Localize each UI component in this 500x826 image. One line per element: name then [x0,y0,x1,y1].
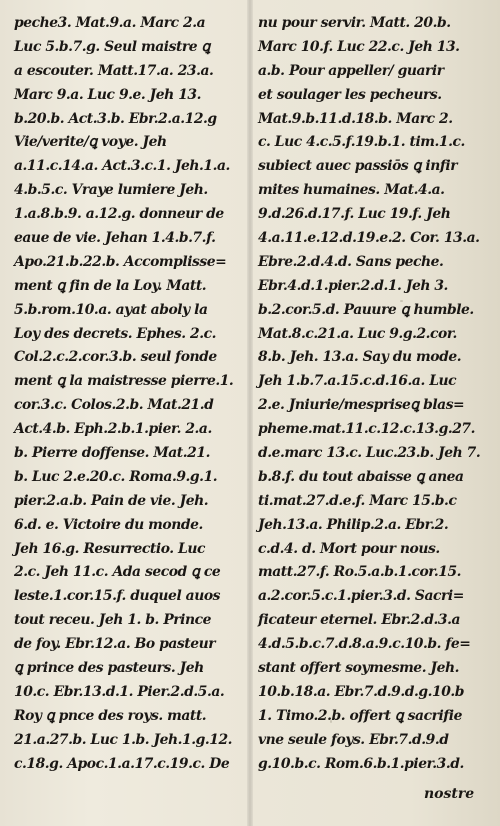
paper-speck [60,140,62,142]
text-line: Jeh 1.b.7.a.15.c.d.16.a. Luc [258,373,457,390]
text-line: Jeh 16.g. Resurrectio. Luc [14,540,206,557]
text-line: 2.c. Jeh 11.c. Ada secod ꝗ ce [14,564,221,581]
text-line: Jeh.13.a. Philip.2.a. Ebr.2. [258,516,449,533]
text-line: 21.a.27.b. Luc 1.b. Jeh.1.g.12. [14,731,233,748]
text-line: tout receu. Jeh 1. b. Prince [14,612,212,629]
text-line: eaue de vie. Jehan 1.4.b.7.f. [14,230,216,247]
text-line: et soulager les pecheurs. [258,86,442,103]
text-line: cor.3.c. Colos.2.b. Mat.21.d [14,397,214,414]
text-line: peche3. Mat.9.a. Marc 2.a [14,15,206,31]
text-line: 1. Timo.2.b. offert ꝗ sacrifie [258,707,463,724]
text-line: c.d.4. d. Mort pour nous. [258,540,440,557]
paper-speck [330,720,332,723]
text-line: ꝗ prince des pasteurs. Jeh [14,660,204,677]
text-line: pheme.mat.11.c.12.c.13.g.27. [258,421,476,438]
text-line: ment ꝗ fin de la Loy. Matt. [14,277,207,294]
text-line: vne seule foys. Ebr.7.d.9.d [258,731,449,748]
text-line: 8.b. Jeh. 13.a. Say du mode. [258,349,462,366]
text-line: 6.d. e. Victoire du monde. [14,516,203,533]
text-line: b. Luc 2.e.20.c. Roma.9.g.1. [14,468,218,485]
paper-speck [400,300,403,302]
text-line: a.2.cor.5.c.1.pier.3.d. Sacri= [258,588,464,605]
text-line: d.e.marc 13.c. Luc.23.b. Jeh 7. [258,445,481,462]
text-line: Marc 10.f. Luc 22.c. Jeh 13. [258,38,460,55]
text-line: 4.b.5.c. Vraye lumiere Jeh. [14,182,208,199]
text-line: Mat.8.c.21.a. Luc 9.g.2.cor. [258,325,457,342]
text-line: 4.a.11.e.12.d.19.e.2. Cor. 13.a. [258,230,480,247]
text-line: c.18.g. Apoc.1.a.17.c.19.c. De [14,755,230,772]
text-line: matt.27.f. Ro.5.a.b.1.cor.15. [258,564,462,581]
column-gutter [247,0,253,826]
text-line: b. Pierre doffense. Mat.21. [14,445,210,462]
text-line: 1.a.8.b.9. a.12.g. donneur de [14,206,224,223]
text-line: a.b. Pour appeller/ guarir [258,62,444,79]
text-line: b.20.b. Act.3.b. Ebr.2.a.12.g [14,110,217,127]
text-line: a escouter. Matt.17.a. 23.a. [14,62,214,79]
text-line: b.8.f. du tout abaisse ꝗ anea [258,468,464,485]
text-line: de foy. Ebr.12.a. Bo pasteur [14,636,216,653]
text-line: 10.b.18.a. Ebr.7.d.9.d.g.10.b [258,683,465,700]
text-line: a.11.c.14.a. Act.3.c.1. Jeh.1.a. [14,158,230,175]
text-line: 10.c. Ebr.13.d.1. Pier.2.d.5.a. [14,683,225,700]
text-line: mites humaines. Mat.4.a. [258,182,445,199]
text-line: 9.d.26.d.17.f. Luc 19.f. Jeh [258,206,451,223]
text-line: ficateur eternel. Ebr.2.d.3.a [258,612,461,629]
text-line: Ebr.4.d.1.pier.2.d.1. Jeh 3. [258,277,448,294]
text-line: leste.1.cor.15.f. duquel auos [14,588,221,605]
text-line: Mat.9.b.11.d.18.b. Marc 2. [258,110,453,127]
text-line: Luc 5.b.7.g. Seul maistre ꝗ [14,38,210,55]
text-line: ment ꝗ la maistresse pierre.1. [14,373,234,390]
text-line: pier.2.a.b. Pain de vie. Jeh. [14,492,209,509]
catchword: nostre [424,786,475,802]
text-line: Vie/verite/ꝗ voye. Jeh [14,134,167,151]
text-line: Col.2.c.2.cor.3.b. seul fonde [14,349,217,366]
text-line: Apo.21.b.22.b. Accomplisse= [14,253,227,270]
paper-speck [180,620,182,622]
text-line: nu pour servir. Matt. 20.b. [258,15,451,31]
text-line: ti.mat.27.d.e.f. Marc 15.b.c [258,492,457,509]
text-line: Roy ꝗ pnce des roys. matt. [14,707,207,724]
text-line: subiect auec passiōs ꝗ infir [258,158,458,175]
right-text-column [258,12,490,777]
text-line: 2.e. Jniurie/mespriseꝗ blas= [258,397,465,414]
text-line: Ebre.2.d.4.d. Sans peche. [258,253,444,270]
text-line: c. Luc 4.c.5.f.19.b.1. tim.1.c. [258,134,465,151]
text-line: stant offert soymesme. Jeh. [258,660,459,677]
text-line: g.10.b.c. Rom.6.b.1.pier.3.d. [258,755,464,772]
text-line: 4.d.5.b.c.7.d.8.a.9.c.10.b. fe= [258,636,471,653]
left-text-column [14,12,246,777]
text-line: b.2.cor.5.d. Pauure ꝗ humble. [258,301,474,318]
text-line: Act.4.b. Eph.2.b.1.pier. 2.a. [14,421,212,438]
text-line: Marc 9.a. Luc 9.e. Jeh 13. [14,86,202,103]
text-line: 5.b.rom.10.a. ayat aboly la [14,301,208,318]
text-line: Loy des decrets. Ephes. 2.c. [14,325,217,342]
